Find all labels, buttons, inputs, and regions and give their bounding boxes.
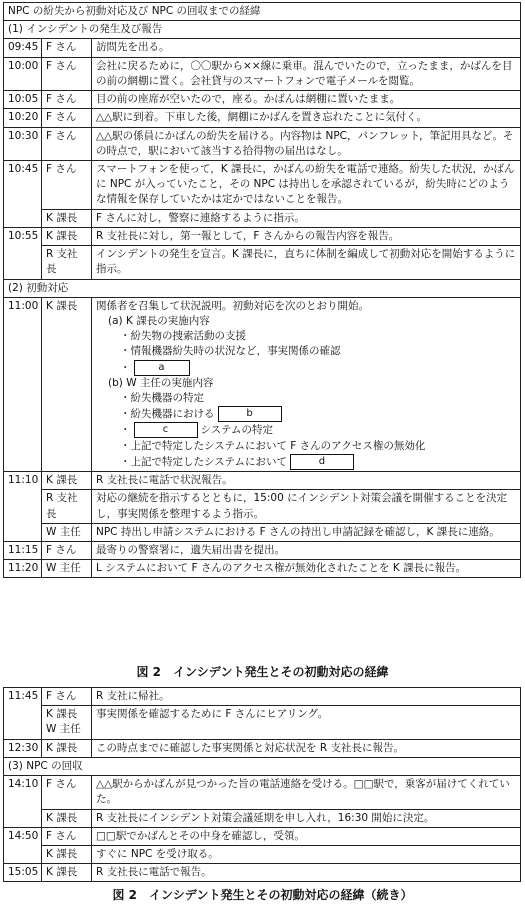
event-cell: スマートフォンを使って，K 課長に，かばんの紛失を電話で連絡。紛失した状況，かばんに NPC が入っていたこと，その NPC は持出しを承認されているが，紛失時にどのような情報を保存していたかは定かではないことを報告。	[92, 160, 521, 209]
time-cell: 14:10	[4, 776, 42, 828]
event-cell: R 支社長に電話で状況報告。	[92, 472, 521, 490]
table-row	[4, 560, 521, 578]
section-row	[4, 279, 521, 297]
time-cell: 11:00	[4, 297, 42, 471]
event-cell: インシデントの発生を宣言。K 課長に，直ちに体制を編成して初動対応を開始するように指示。	[92, 246, 521, 279]
k-task-item	[96, 360, 516, 376]
w-task-item: ・紛失機器の特定	[120, 392, 204, 405]
actor-cell: K 課長	[42, 809, 92, 827]
time-cell: 14:50	[4, 827, 42, 863]
actor-cell: K 課長	[42, 227, 92, 245]
table-row	[4, 776, 521, 809]
actor-cell	[42, 706, 92, 739]
table-row	[4, 127, 521, 160]
blank-box-b: b	[218, 406, 282, 422]
event-cell: R 支社長にインシデント対策会議延期を申し入れ，16:30 開始に決定。	[92, 809, 521, 827]
section-row	[4, 21, 521, 39]
table-title-row	[4, 3, 521, 21]
time-cell: 10:00	[4, 57, 42, 90]
task-text: システムの特定	[200, 424, 273, 437]
k-task-item: ・情報機器紛失時の状況など，事実関係の確認	[120, 345, 341, 358]
blank-box-c: c	[134, 422, 198, 438]
event-cell: 会社に戻るために，〇〇駅から××線に乗車。混んでいたので，立ったまま，かばんを目の前の網棚に置く。会社貸与のスマートフォンで電子メールを閲覧。	[92, 57, 521, 90]
event-cell: この時点までに確認した事実関係と対応状況を R 支社長に報告。	[92, 739, 521, 757]
section-row	[4, 757, 521, 775]
w-task-item	[96, 454, 516, 470]
time-cell: 10:05	[4, 91, 42, 109]
event-cell: 対応の継続を指示するとともに，15:00 にインシデント対策会議を開催することを決定し，事実関係を整理するよう指示。	[92, 490, 521, 523]
table-row	[4, 109, 521, 127]
table-row	[4, 809, 521, 827]
initial-response-intro: 関係者を召集して状況説明。初動対応を次のとおり開始。	[96, 299, 369, 312]
actor-cell: R 支社長	[42, 246, 92, 279]
actor-cell: K 課長	[42, 297, 92, 471]
table-row	[4, 864, 521, 882]
bullet: ・	[120, 424, 131, 437]
actor-cell: K 課長	[42, 845, 92, 863]
actor-cell: K 課長	[42, 864, 92, 882]
event-cell: R 支社長に電話で報告。	[92, 864, 521, 882]
table-title: NPC の紛失から初動対応及び NPC の回収までの経緯	[4, 3, 521, 21]
table-row	[4, 297, 521, 471]
table-row	[4, 739, 521, 757]
blank-box-d: d	[290, 454, 354, 470]
actor-name: K 課長	[46, 708, 78, 721]
event-cell: 目の前の座席が空いたので，座る。かばんは網棚に置いたまま。	[92, 91, 521, 109]
actor-cell: F さん	[42, 109, 92, 127]
actor-cell: F さん	[42, 160, 92, 209]
time-cell: 11:20	[4, 560, 42, 578]
section-heading-3: (3) NPC の回収	[4, 757, 521, 775]
time-cell: 10:20	[4, 109, 42, 127]
k-task-item: ・紛失物の捜索活動の支援	[120, 330, 246, 343]
event-cell: △△駅の係員にかばんの紛失を届ける。内容物は NPC，パンフレット，筆記用具など。その時点で，駅において該当する拾得物の届出はなし。	[92, 127, 521, 160]
actor-cell: F さん	[42, 776, 92, 809]
table-row	[4, 706, 521, 739]
section-heading-1: (1) インシデントの発生及び報告	[4, 21, 521, 39]
table-row	[4, 845, 521, 863]
actor-cell: F さん	[42, 57, 92, 90]
event-cell: F さんに対し，警察に連絡するように指示。	[92, 209, 521, 227]
event-cell: NPC 持出し申請システムにおける F さんの持出し申請記録を確認し，K 課長に連絡。	[92, 523, 521, 541]
actor-cell: F さん	[42, 542, 92, 560]
table-row	[4, 227, 521, 245]
event-cell: □□駅でかばんとその中身を確認し，受領。	[92, 827, 521, 845]
w-task-item	[96, 422, 516, 438]
time-cell: 11:10	[4, 472, 42, 542]
actor-cell: K 課長	[42, 739, 92, 757]
event-cell	[92, 297, 521, 471]
table-row	[4, 688, 521, 706]
actor-cell: K 課長	[42, 209, 92, 227]
table-row	[4, 523, 521, 541]
actor-cell: F さん	[42, 91, 92, 109]
table-row	[4, 246, 521, 279]
actor-cell: K 課長	[42, 472, 92, 490]
event-cell: すぐに NPC を受け取る。	[92, 845, 521, 863]
event-cell: 最寄りの警察署に，遺失届出書を提出。	[92, 542, 521, 560]
incident-timeline-continued-table	[3, 687, 521, 882]
event-cell: R 支社長に対し，第一報として，F さんからの報告内容を報告。	[92, 227, 521, 245]
time-cell: 10:45	[4, 160, 42, 227]
w-task-item	[96, 406, 516, 422]
time-cell: 12:30	[4, 739, 42, 757]
actor-cell: F さん	[42, 39, 92, 57]
time-cell: 09:45	[4, 39, 42, 57]
table-row	[4, 472, 521, 490]
figure-caption-continued: 図 2 インシデント発生とその初動対応の経緯（続き）	[112, 888, 413, 902]
time-cell: 11:45	[4, 688, 42, 740]
task-text: ・紛失機器における	[120, 408, 215, 421]
time-cell: 11:15	[4, 542, 42, 560]
blank-box-a: a	[134, 360, 190, 376]
event-cell: △△駅に到着。下車した後，網棚にかばんを置き忘れたことに気付く。	[92, 109, 521, 127]
event-cell: R 支社に帰社。	[92, 688, 521, 706]
actor-name: W 主任	[46, 723, 81, 736]
time-cell: 15:05	[4, 864, 42, 882]
table-row	[4, 39, 521, 57]
bullet: ・	[120, 361, 131, 374]
section-heading-2: (2) 初動対応	[4, 279, 521, 297]
time-cell: 10:30	[4, 127, 42, 160]
actor-cell: F さん	[42, 127, 92, 160]
event-cell: 訪問先を出る。	[92, 39, 521, 57]
actor-cell: F さん	[42, 688, 92, 706]
incident-timeline-table	[3, 2, 521, 578]
table-row	[4, 209, 521, 227]
w-chief-tasks-heading: (b) W 主任の実施内容	[108, 376, 214, 389]
table-row	[4, 160, 521, 209]
event-cell: 事実関係を確認するために F さんにヒアリング。	[92, 706, 521, 739]
event-cell: △△駅からかばんが見つかった旨の電話連絡を受ける。□□駅で，乗客が届けてくれていた。	[92, 776, 521, 809]
table-row	[4, 57, 521, 90]
actor-cell: R 支社長	[42, 490, 92, 523]
table-row	[4, 490, 521, 523]
table-row	[4, 91, 521, 109]
task-text: ・上記で特定したシステムにおいて	[120, 455, 287, 468]
time-cell: 10:55	[4, 227, 42, 279]
k-manager-tasks-heading: (a) K 課長の実施内容	[108, 314, 210, 327]
actor-cell: W 主任	[42, 560, 92, 578]
actor-cell: F さん	[42, 827, 92, 845]
figure-caption: 図 2 インシデント発生とその初動対応の経緯	[136, 665, 389, 679]
w-task-item: ・上記で特定したシステムにおいて F さんのアクセス権の無効化	[120, 439, 426, 452]
table-row	[4, 542, 521, 560]
table-row	[4, 827, 521, 845]
actor-cell: W 主任	[42, 523, 92, 541]
event-cell: L システムにおいて F さんのアクセス権が無効化されたことを K 課長に報告。	[92, 560, 521, 578]
